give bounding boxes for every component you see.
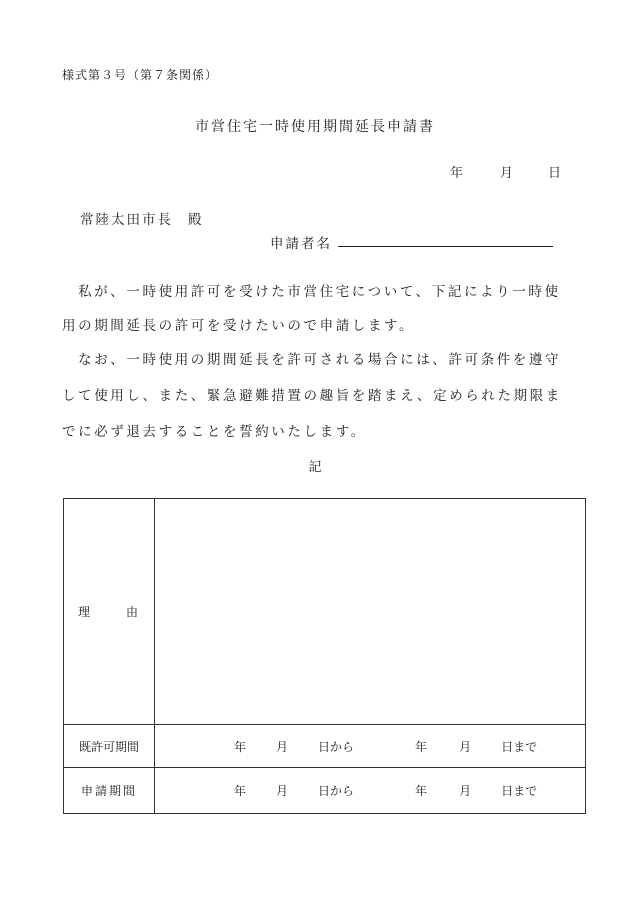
addressee-suffix: 殿 — [188, 212, 202, 228]
to-day: 日まで — [501, 739, 538, 754]
reason-label-cell — [64, 499, 155, 725]
from-day: 日から — [318, 784, 355, 798]
existing-period-label: 既許可期間 — [64, 725, 155, 768]
table-row — [64, 768, 586, 814]
to-year: 年 — [415, 739, 428, 754]
from-month: 月 — [276, 784, 289, 798]
from-day: 日から — [318, 739, 355, 754]
applicant-name-field[interactable] — [338, 246, 553, 247]
paragraph-line: でに必ず退去することを誓約いたします。 — [62, 424, 367, 440]
from-year: 年 — [234, 784, 247, 798]
reason-value-cell[interactable] — [155, 499, 586, 725]
paragraph-line: なお、一時使用の期間延長を許可される場合には、許可条件を遵守 — [62, 352, 562, 368]
form-number: 様式第３号（第７条関係） — [62, 68, 219, 82]
from-year: 年 — [234, 739, 247, 754]
table-row — [64, 725, 586, 768]
to-month: 月 — [459, 784, 472, 798]
date-month-label: 月 — [500, 166, 514, 181]
date-year-label: 年 — [450, 166, 464, 181]
paragraph-line: 用の期間延長の許可を受けたいので申請します。 — [62, 318, 416, 334]
to-year: 年 — [415, 784, 428, 798]
existing-period-value[interactable] — [155, 725, 586, 768]
reason-label-left: 理 — [78, 605, 93, 619]
reason-row — [64, 499, 586, 725]
page-title: 市営住宅一時使用期間延長申請書 — [195, 119, 435, 135]
paragraph-line: して使用し、また、緊急避難措置の趣旨を踏まえ、定められた期限ま — [62, 388, 562, 404]
reason-label-right: 由 — [125, 605, 140, 619]
date-day-label: 日 — [548, 166, 562, 181]
request-period-value[interactable] — [155, 768, 586, 814]
to-month: 月 — [459, 739, 472, 754]
to-day: 日まで — [501, 784, 538, 798]
request-period-label: 申請期間 — [64, 768, 155, 814]
application-table — [63, 498, 586, 814]
addressee-name: 常陸太田市長 — [80, 212, 173, 228]
ki-heading: 記 — [308, 460, 322, 475]
paragraph-line: 私が、一時使用許可を受けた市営住宅について、下記により一時使 — [62, 284, 561, 300]
from-month: 月 — [276, 739, 289, 754]
applicant-label: 申請者名 — [270, 236, 332, 252]
